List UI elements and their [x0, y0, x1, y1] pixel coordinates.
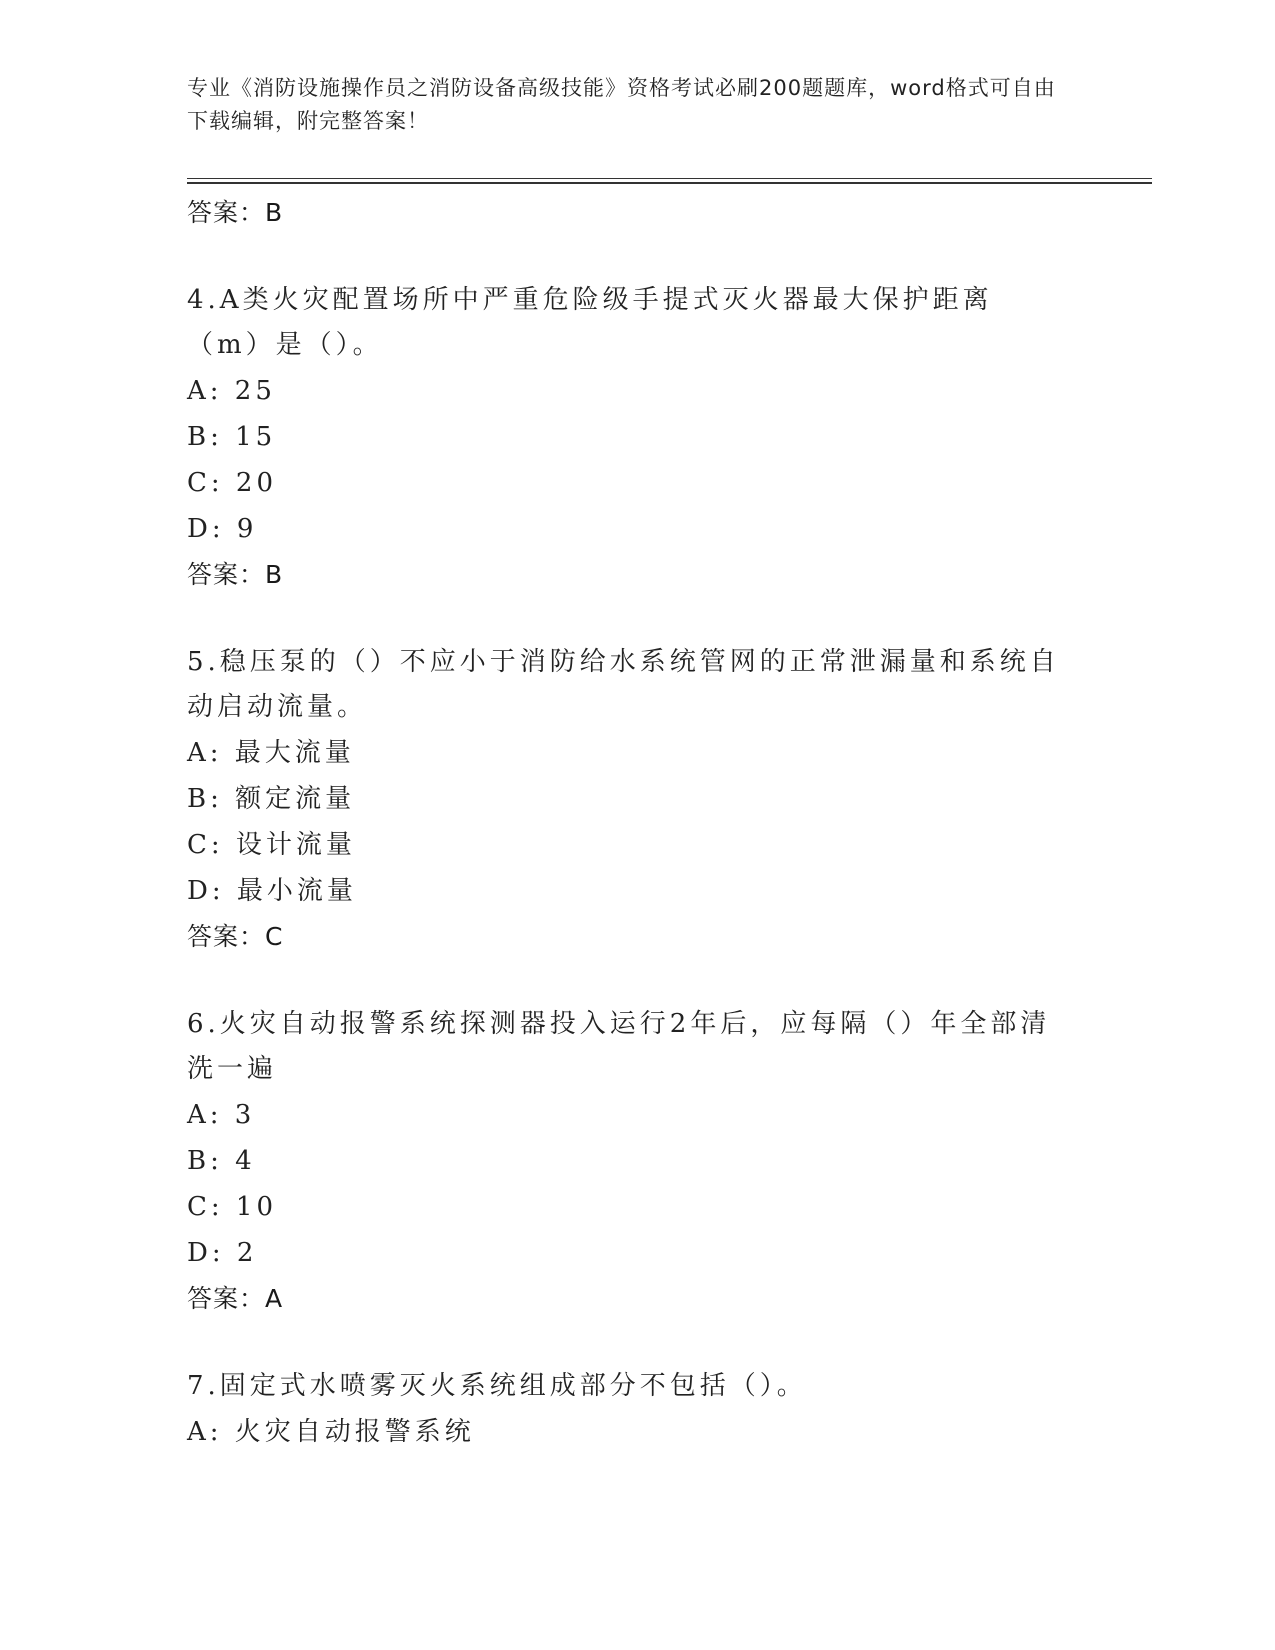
- answer-line: 答案：B: [187, 560, 284, 589]
- question-list: [187, 190, 1067, 1455]
- option-d: D: 2: [187, 1238, 258, 1268]
- option-a: A: 火灾自动报警系统: [187, 1417, 475, 1447]
- question-text: 5.稳压泵的（）不应小于消防给水系统管网的正常泄漏量和系统自动启动流量。: [187, 647, 1060, 722]
- header-rule-top: [187, 178, 1152, 179]
- option-a: A: 25: [187, 376, 276, 406]
- answer-line: 答案：B: [187, 198, 284, 227]
- question-text: 4.A类火灾配置场所中严重危险级手提式灭火器最大保护距离（m）是（）。: [187, 285, 993, 360]
- question-text: 6.火灾自动报警系统探测器投入运行2年后，应每隔（）年全部清洗一遍: [187, 1009, 1051, 1084]
- answer-line: 答案：C: [187, 922, 284, 951]
- option-d: D: 9: [187, 514, 258, 544]
- option-a: A: 最大流量: [187, 738, 355, 768]
- document-header: 专业《消防设施操作员之消防设备高级技能》资格考试必刷200题题库，word格式可自由下载编辑，附完整答案！: [187, 76, 1056, 133]
- option-b: B: 15: [187, 422, 277, 452]
- option-c: C: 20: [187, 468, 278, 498]
- question-block: [187, 1364, 1067, 1455]
- option-c: C: 设计流量: [187, 830, 356, 860]
- question-block: [187, 1002, 1067, 1322]
- option-c: C: 10: [187, 1192, 278, 1222]
- option-a: A: 3: [187, 1100, 256, 1130]
- question-text: 7.固定式水喷雾灭火系统组成部分不包括（）。: [187, 1371, 807, 1401]
- header-rule-bottom: [187, 182, 1152, 184]
- option-d: D: 最小流量: [187, 876, 357, 906]
- question-block: [187, 278, 1067, 598]
- option-b: B: 4: [187, 1146, 256, 1176]
- option-b: B: 额定流量: [187, 784, 356, 814]
- answer-line: 答案：A: [187, 1284, 284, 1313]
- question-block: [187, 640, 1067, 960]
